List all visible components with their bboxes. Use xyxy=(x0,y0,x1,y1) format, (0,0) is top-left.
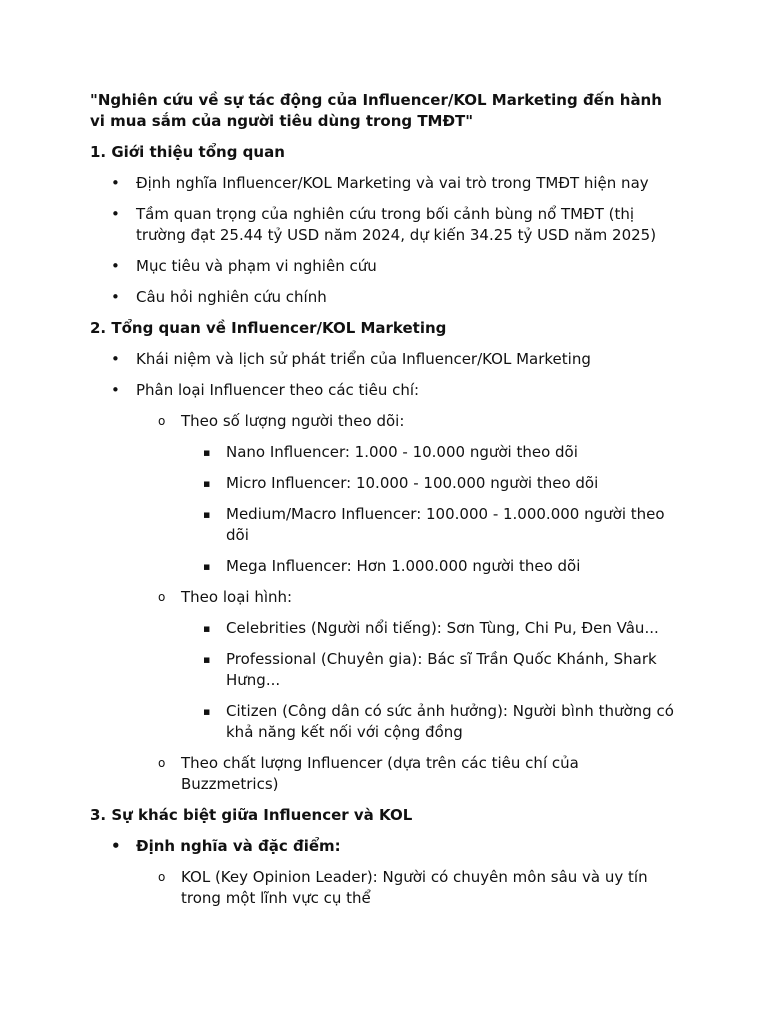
sub-sub-list-item xyxy=(90,442,680,463)
bullet-disc-icon: • xyxy=(111,174,120,192)
list-item-text: Định nghĩa Influencer/KOL Marketing và vai trò trong TMĐT hiện nay xyxy=(136,174,649,192)
bullet-disc-icon: • xyxy=(111,381,120,399)
sub-list-item xyxy=(90,867,680,909)
list-item-text: Theo loại hình: xyxy=(181,588,293,606)
list-item-text: Celebrities (Người nổi tiếng): Sơn Tùng, Chi Pu, Đen Vâu... xyxy=(226,619,659,637)
sub-sub-list-item xyxy=(90,556,680,577)
bullet-circle-icon: o xyxy=(158,870,166,884)
sub-sub-list-item xyxy=(90,504,680,546)
list-item-text: Theo chất lượng Influencer (dựa trên các tiêu chí của Buzzmetrics) xyxy=(181,754,579,793)
list-item-text: Theo số lượng người theo dõi: xyxy=(181,412,405,430)
list-item-text: KOL (Key Opinion Leader): Người có chuyên môn sâu và uy tín trong một lĩnh vực cụ thể xyxy=(181,868,648,907)
list-item-text: Định nghĩa và đặc điểm: xyxy=(136,837,341,855)
list-item xyxy=(90,380,680,401)
list-item-text: Mục tiêu và phạm vi nghiên cứu xyxy=(136,257,377,275)
list-item-text: Mega Influencer: Hơn 1.000.000 người theo dõi xyxy=(226,557,581,575)
list-item-text: Nano Influencer: 1.000 - 10.000 người theo dõi xyxy=(226,443,578,461)
list-item-text: Phân loại Influencer theo các tiêu chí: xyxy=(136,381,420,399)
bullet-square-icon: ▪ xyxy=(203,477,211,490)
bullet-square-icon: ▪ xyxy=(203,508,211,521)
bullet-disc-icon: • xyxy=(111,837,121,855)
bullet-circle-icon: o xyxy=(158,414,166,428)
list-item xyxy=(90,836,680,857)
sub-sub-list-item xyxy=(90,649,680,691)
list-item-text: Micro Influencer: 10.000 - 100.000 người theo dõi xyxy=(226,474,599,492)
bullet-square-icon: ▪ xyxy=(203,446,211,459)
bullet-square-icon: ▪ xyxy=(203,705,211,718)
bullet-circle-icon: o xyxy=(158,756,166,770)
bullet-circle-icon: o xyxy=(158,590,166,604)
list-item-text: Khái niệm và lịch sử phát triển của Influencer/KOL Marketing xyxy=(136,350,591,368)
list-item-text: Citizen (Công dân có sức ảnh hưởng): Người bình thường có khả năng kết nối với cộng đồng xyxy=(226,702,674,741)
bullet-disc-icon: • xyxy=(111,288,120,306)
list-item xyxy=(90,173,680,194)
list-item xyxy=(90,349,680,370)
list-item-text: Tầm quan trọng của nghiên cứu trong bối cảnh bùng nổ TMĐT (thị trường đạt 25.44 tỷ USD năm 2024, dự kiến 34.25 tỷ USD năm 2025) xyxy=(136,205,657,244)
document-title: "Nghiên cứu về sự tác động của Influencer/KOL Marketing đến hành vi mua sắm của người tiêu dùng trong TMĐT" xyxy=(90,91,662,130)
bullet-square-icon: ▪ xyxy=(203,560,211,573)
bullet-disc-icon: • xyxy=(111,257,120,275)
list-item-text: Medium/Macro Influencer: 100.000 - 1.000.000 người theo dõi xyxy=(226,505,665,544)
document-body xyxy=(90,90,680,919)
section-heading-3: 3. Sự khác biệt giữa Influencer và KOL xyxy=(90,806,413,824)
bullet-disc-icon: • xyxy=(111,205,120,223)
section-heading-2: 2. Tổng quan về Influencer/KOL Marketing xyxy=(90,319,447,337)
list-item xyxy=(90,287,680,308)
bullet-disc-icon: • xyxy=(111,350,120,368)
bullet-square-icon: ▪ xyxy=(203,622,211,635)
sub-sub-list-item xyxy=(90,473,680,494)
sub-list-item xyxy=(90,411,680,432)
bullet-square-icon: ▪ xyxy=(203,653,211,666)
section-heading-1: 1. Giới thiệu tổng quan xyxy=(90,143,285,161)
sub-list-item xyxy=(90,587,680,608)
list-item-text: Câu hỏi nghiên cứu chính xyxy=(136,288,327,306)
sub-list-item xyxy=(90,753,680,795)
sub-sub-list-item xyxy=(90,618,680,639)
list-item xyxy=(90,204,680,246)
list-item xyxy=(90,256,680,277)
sub-sub-list-item xyxy=(90,701,680,743)
list-item-text: Professional (Chuyên gia): Bác sĩ Trần Quốc Khánh, Shark Hưng... xyxy=(226,650,657,689)
